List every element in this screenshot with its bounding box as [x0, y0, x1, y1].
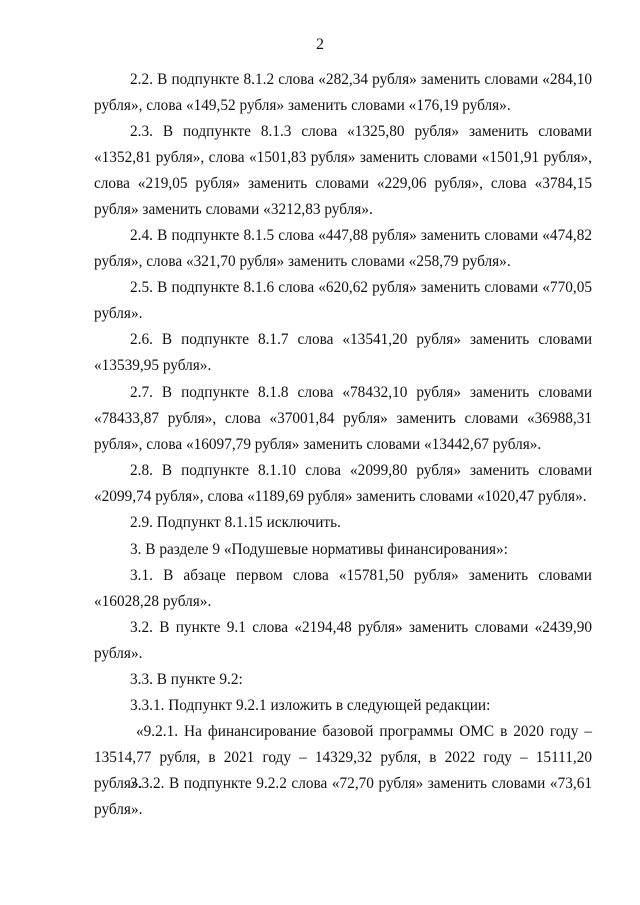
paragraph-9-2-1-quote: «9.2.1. На финансирование базовой программы ОМС в 2020 году – 13514,77 рубля, в 2021 году – 14329,32 рубля, в 2022 году – 15111,20 рубля».: [94, 723, 592, 792]
paragraph-3: 3. В разделе 9 «Подушевые нормативы финансирования»:: [130, 541, 508, 558]
paragraph-3-3: 3.3. В пункте 9.2:: [130, 671, 243, 688]
paragraph-3-3-1: 3.3.1. Подпункт 9.2.1 изложить в следующей редакции:: [130, 697, 491, 714]
paragraph-2-9: 2.9. Подпункт 8.1.15 исключить.: [130, 514, 341, 531]
paragraph-3-3-2: 3.3.2. В подпункте 9.2.2 слова «72,70 рубля» заменить словами «73,61 рубля».: [94, 775, 592, 818]
paragraph-3-2: 3.2. В пункте 9.1 слова «2194,48 рубля» заменить словами «2439,90 рубля».: [94, 619, 592, 662]
paragraph-2-7: 2.7. В подпункте 8.1.8 слова «78432,10 рубля» заменить словами «78433,87 рубля», слова «37001,84 рубля» заменить словами «36988,31 рубля», слова «16097,79 рубля» заменить словами «13442,67 рубля».: [94, 384, 592, 453]
paragraph-2-6: 2.6. В подпункте 8.1.7 слова «13541,20 рубля» заменить словами «13539,95 рубля».: [94, 331, 592, 374]
paragraph-2-2: 2.2. В подпункте 8.1.2 слова «282,34 рубля» заменить словами «284,10 рубля», слова «149,52 рубля» заменить словами «176,19 рубля».: [94, 71, 592, 114]
paragraph-2-5: 2.5. В подпункте 8.1.6 слова «620,62 рубля» заменить словами «770,05 рубля».: [94, 279, 592, 322]
paragraph-2-8: 2.8. В подпункте 8.1.10 слова «2099,80 рубля» заменить словами «2099,74 рубля», слова «1189,69 рубля» заменить словами «1020,47 рубля».: [94, 462, 592, 505]
paragraph-2-3: 2.3. В подпункте 8.1.3 слова «1325,80 рубля» заменить словами «1352,81 рубля», слова «1501,83 рубля» заменить словами «1501,91 рубля», слова «219,05 рубля» заменить словами «229,06 рубля», слова «3784,15 рубля» заменить словами «3212,83 рубля».: [94, 123, 592, 218]
paragraph-3-1: 3.1. В абзаце первом слова «15781,50 рубля» заменить словами «16028,28 рубля».: [94, 567, 592, 610]
page-number: 2: [316, 36, 324, 53]
paragraph-2-4: 2.4. В подпункте 8.1.5 слова «447,88 рубля» заменить словами «474,82 рубля», слова «321,70 рубля» заменить словами «258,79 рубля».: [94, 227, 592, 270]
